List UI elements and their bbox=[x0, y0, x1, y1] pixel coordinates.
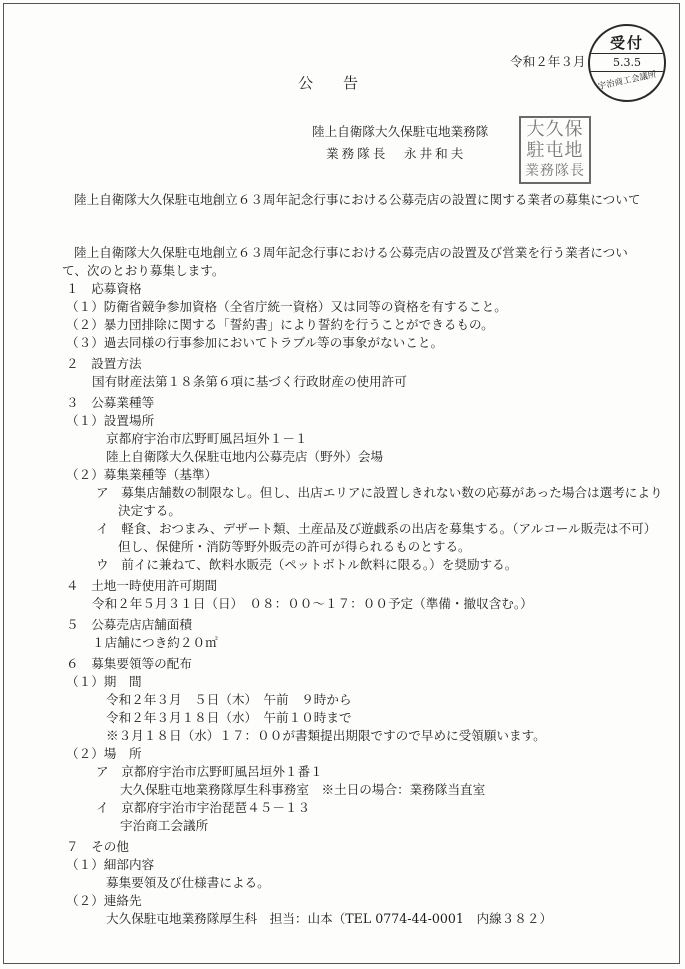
section-5-heading: ５ 公募売店店舗面積 bbox=[66, 617, 192, 632]
stamp-date: 5.3.5 bbox=[590, 53, 664, 72]
notice-date: 令和２年３月 bbox=[510, 54, 586, 69]
section-3-place-2: 陸上自衛隊大久保駐屯地内公募売店（野外）会場 bbox=[106, 449, 384, 464]
notice-title: 公告 bbox=[298, 74, 389, 92]
section-6-sub-2: （２）場 所 bbox=[66, 746, 142, 761]
issuing-official: 業務隊長 永井和夫 bbox=[326, 146, 467, 161]
section-3-sub-1: （１）設置場所 bbox=[66, 413, 155, 428]
section-4-line: 令和２年５月３１日（日） ０８：００～１７：００予定（準備・撤収含む。） bbox=[92, 596, 533, 611]
section-2-line: 国有財産法第１８条第６項に基づく行政財産の使用許可 bbox=[92, 374, 407, 389]
notice-subject: 陸上自衛隊大久保駐屯地創立６３周年記念行事における公募売店の設置に関する業者の募集について bbox=[74, 192, 641, 207]
section-3-heading: ３ 公募業種等 bbox=[66, 395, 155, 410]
section-3-sub-2: （２）募集業種等（基準） bbox=[66, 467, 218, 482]
section-7-detail: 募集要領及び仕様書による。 bbox=[106, 875, 270, 890]
official-seal bbox=[519, 116, 591, 184]
section-7-contact: 大久保駐屯地業務隊厚生科 担当：山本（TEL 0774-44-0001 内線３８２） bbox=[106, 911, 553, 926]
stamp-received-label: 受付 bbox=[609, 34, 644, 52]
section-7-sub-2: （２）連絡先 bbox=[66, 893, 142, 908]
section-1-heading: １ 応募資格 bbox=[66, 281, 142, 296]
receipt-stamp bbox=[588, 24, 666, 102]
seal-line-2: 駐屯地 bbox=[526, 140, 584, 161]
seal-line-3: 業務隊長 bbox=[525, 163, 585, 179]
section-6-deadline-note: ※３月１８日（水）１７：００が書類提出期限ですので早めに受領願います。 bbox=[106, 728, 546, 743]
section-3-item-i: イ 軽食、おつまみ、デザート類、土産品及び遊戯系の出店を募集する。（アルコール販売は不可）但し、保健所・消防等野外販売の許可が得られるものとする。 bbox=[96, 521, 657, 554]
section-6-location-a-detail: 大久保駐屯地業務隊厚生科事務室 ※土日の場合：業務隊当直室 bbox=[120, 782, 486, 797]
section-7-sub-1: （１）細部内容 bbox=[66, 857, 155, 872]
seal-line-1: 大久保 bbox=[526, 119, 584, 140]
section-1-item: （２）暴力団排除に関する「誓約書」により誓約を行うことができるもの。 bbox=[66, 317, 494, 332]
stamp-organization: 宇治商工会議所 bbox=[597, 69, 658, 93]
section-6-heading: ６ 募集要領等の配布 bbox=[66, 656, 192, 671]
section-6-location-a: ア 京都府宇治市広野町風呂垣外１番１ bbox=[96, 764, 323, 779]
section-6-period-2: 令和２年３月１８日（水） 午前１０時まで bbox=[106, 710, 352, 725]
section-6-period-1: 令和２年３月 ５日（木） 午前 ９時から bbox=[106, 692, 352, 707]
section-3-place-1: 京都府宇治市広野町風呂垣外１－１ bbox=[106, 431, 308, 446]
section-3-item-u: ウ 前イに兼ねて、飲料水販売（ペットボトル飲料に限る。）を奨励する。 bbox=[96, 557, 518, 572]
issuing-organization: 陸上自衛隊大久保駐屯地業務隊 bbox=[312, 124, 489, 139]
section-6-location-i: イ 京都府宇治市宇治琵琶４５－１３ bbox=[96, 800, 311, 815]
section-5-line: １店舗につき約２０㎡ bbox=[92, 635, 218, 650]
section-6-sub-1: （１）期 間 bbox=[66, 674, 142, 689]
section-6-location-i-detail: 宇治商工会議所 bbox=[120, 818, 209, 833]
section-1-item: （３）過去同様の行事参加においてトラブル等の事象がないこと。 bbox=[66, 335, 444, 350]
notice-intro: 陸上自衛隊大久保駐屯地創立６３周年記念行事における公募売店の設置及び営業を行う業者について、次のとおり募集します。 bbox=[62, 245, 628, 278]
section-3-item-a: ア 募集店舗数の制限なし。但し、出店エリアに設置しきれない数の応募があった場合は選考により決定する。 bbox=[96, 485, 663, 518]
section-7-heading: ７ その他 bbox=[66, 839, 129, 854]
section-2-heading: ２ 設置方法 bbox=[66, 356, 142, 371]
section-1-item: （１）防衛省競争参加資格（全省庁統一資格）又は同等の資格を有すること。 bbox=[66, 299, 507, 314]
section-4-heading: ４ 土地一時使用許可期間 bbox=[66, 578, 218, 593]
